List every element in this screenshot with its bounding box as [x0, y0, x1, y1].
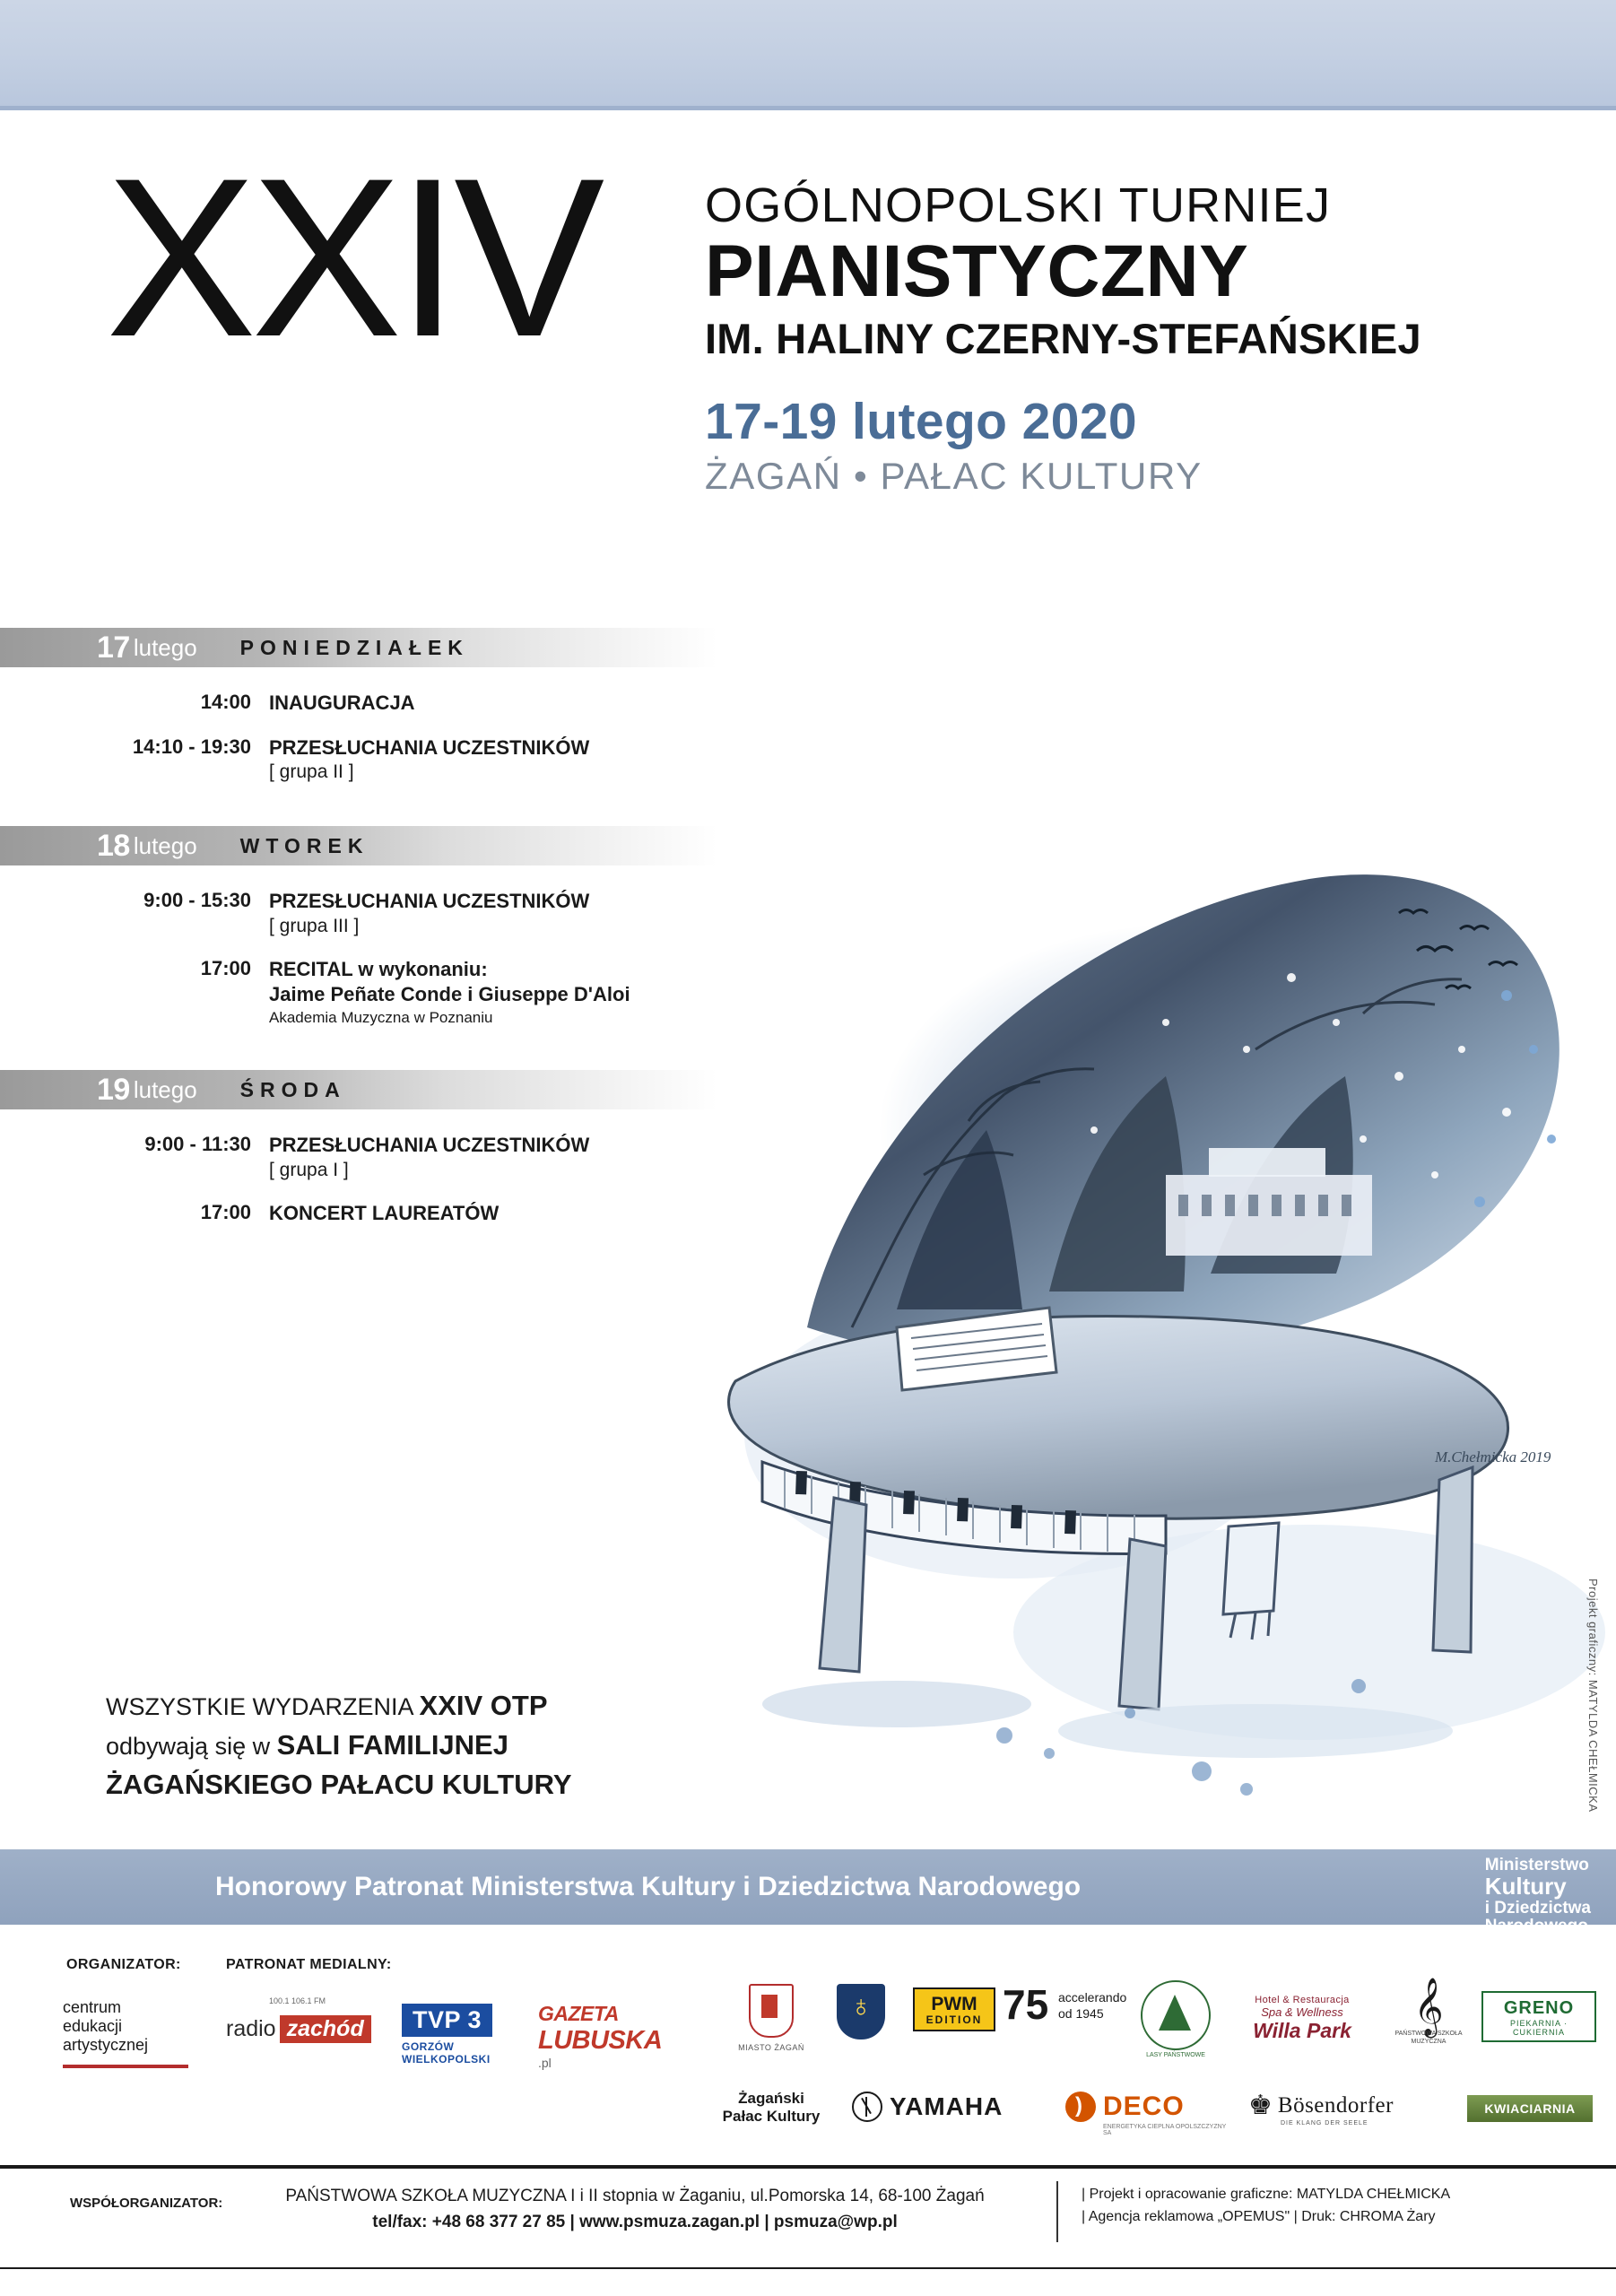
venue-line-1: [106, 1686, 787, 1726]
event-title: PRZESŁUCHANIA UCZESTNIKÓW: [269, 1134, 590, 1156]
footer-inner: [0, 2167, 1616, 2231]
logo-panstwowa-szkola-muzyczna: [1379, 1978, 1478, 2046]
kwiaciarnia-box: KWIACIARNIA: [1467, 2095, 1593, 2122]
footer-divider-top: [0, 2167, 1616, 2169]
venue-line-2: [106, 1726, 787, 1765]
footer-divider-bottom: [0, 2267, 1616, 2269]
event-body: [269, 1133, 717, 1181]
logo-deco: [1065, 2092, 1236, 2136]
day-header-17: [0, 628, 717, 667]
media-patronage-label: PATRONAT MEDIALNY:: [226, 1957, 392, 1972]
day-month: lutego: [133, 831, 197, 859]
day-header-19: [0, 1070, 717, 1109]
logo-kwiaciarnia: [1467, 2095, 1593, 2122]
top-band-divider: [0, 106, 1616, 110]
event-time: 17:00: [200, 956, 251, 979]
bosendorfer-name: Bösendorfer: [1277, 2092, 1394, 2118]
day-events-17: [0, 691, 717, 783]
deco-name: DECO: [1103, 2092, 1185, 2121]
event-row: [0, 1201, 717, 1226]
logo-radio-zachod: [226, 2009, 392, 2048]
event-performers: Jaime Peñate Conde i Giuseppe D'Aloi: [269, 983, 630, 1005]
zagan-crest-icon: [749, 1984, 794, 2038]
title-line-1: OGÓLNOPOLSKI TURNIEJ: [705, 178, 1332, 232]
event-body: [269, 1201, 717, 1226]
patronage-band: [0, 1849, 1616, 1925]
logo-yamaha: [852, 2092, 1022, 2122]
title-line-3: IM. HALINY CZERNY-STEFAŃSKIEJ: [705, 314, 1421, 362]
event-time: 14:10 - 19:30: [132, 735, 251, 758]
venue-line-2-a: odbywają się w: [106, 1733, 277, 1761]
day-weekday: ŚRODA: [239, 1077, 346, 1101]
footer-center: [240, 2187, 1030, 2232]
accelerando-line-1: accelerando: [1058, 1990, 1127, 2005]
event-title: PRZESŁUCHANIA UCZESTNIKÓW: [269, 890, 590, 912]
event-time: 17:00: [200, 1200, 251, 1223]
footer-credit-print: | Agencja reklamowa „OPEMUS" | Druk: CHROMA Żary: [1082, 2209, 1436, 2224]
event-dates: 17-19 lutego 2020: [705, 393, 1138, 451]
ministry-line-1: Ministerstwo: [1484, 1856, 1589, 1874]
deco-sub: ENERGETYKA CIEPLNA OPOLSZCZYZNY SA: [1103, 2124, 1227, 2136]
event-title: INAUGURACJA: [269, 691, 415, 714]
logo-hotel-willa-park: [1230, 1995, 1374, 2043]
event-body: [269, 691, 717, 716]
greno-box: [1481, 1991, 1596, 2042]
tvp-region: GORZÓW WIELKOPOLSKI: [402, 2040, 491, 2066]
yamaha-name: YAMAHA: [890, 2092, 1003, 2120]
gazeta-line-2: LUBUSKA: [538, 2026, 663, 2055]
deco-mark-icon: [1065, 2092, 1096, 2122]
treble-clef-icon: 𝄞: [1413, 1978, 1444, 2034]
event-row: [0, 957, 717, 1028]
day-number: 19: [97, 1072, 130, 1107]
edition-number: XXIV: [106, 132, 600, 384]
logo-greno: [1481, 1991, 1596, 2042]
pwm-line-2: EDITION: [925, 2013, 983, 2026]
willa-line-1: Hotel & Restauracja: [1255, 1995, 1350, 2005]
radio-frequency: 100.1 106.1 FM: [269, 1996, 326, 2005]
title-line-2: PIANISTYCZNY: [705, 230, 1249, 313]
organizer-label: ORGANIZATOR:: [66, 1957, 181, 1972]
ministry-logo: [1485, 1857, 1591, 1935]
zpk-name: Żagański Pałac Kultury: [722, 2090, 821, 2126]
event-place: ŻAGAŃ • PAŁAC KULTURY: [705, 455, 1203, 498]
willa-line-2: Spa & Wellness: [1261, 2005, 1343, 2019]
event-group: [ grupa III ]: [269, 915, 360, 936]
cea-line-1: centrum: [63, 1998, 122, 2016]
ministry-line-3: i Dziedzictwa: [1484, 1898, 1591, 1918]
gazeta-domain: .pl: [538, 2056, 552, 2070]
cea-line-3: artystycznej: [63, 2036, 149, 2055]
patronage-text: Honorowy Patronat Ministerstwa Kultury i Dziedzictwa Narodowego: [215, 1872, 1082, 1901]
bosendorfer-sub: DIE KLANG DER SEELE: [1281, 2120, 1368, 2126]
sponsors-section: [0, 1925, 1616, 2167]
event-row: [0, 735, 717, 784]
day-weekday: WTOREK: [239, 833, 369, 857]
schedule: [0, 628, 717, 1268]
event-group: [ grupa II ]: [269, 761, 354, 782]
logo-zaganski-palac-kultury: [717, 1984, 825, 2126]
music-school-caption: PAŃSTWOWA SZKOŁA MUZYCZNA: [1394, 2031, 1463, 2045]
footer-contact: tel/fax: +48 68 377 27 85 | www.psmuza.zagan.pl | psmuza@wp.pl: [372, 2213, 898, 2231]
event-time: 9:00 - 11:30: [144, 1133, 251, 1155]
event-row: [0, 889, 717, 937]
logo-lasy-panstwowe: [1126, 1980, 1225, 2058]
pwm-line-1: PWM: [931, 1994, 977, 2014]
coorganizer-label: WSPÓŁORGANIZATOR:: [70, 2196, 223, 2211]
day-events-18: [0, 889, 717, 1027]
ministry-line-2: Kultury: [1484, 1873, 1567, 1900]
venue-line-2-b: SALI FAMILIJNEJ: [276, 1729, 508, 1761]
event-institution: Akademia Muzyczna w Poznaniu: [269, 1009, 493, 1026]
willa-line-3: Willa Park: [1253, 2019, 1351, 2042]
poster-header: [0, 132, 1616, 601]
footer-credit-design: | Projekt i opracowanie graficzne: MATYLDA CHEŁMICKA: [1082, 2187, 1451, 2202]
event-title: PRZESŁUCHANIA UCZESTNIKÓW: [269, 735, 590, 759]
lasy-caption: LASY PAŃSTWOWE: [1146, 2052, 1205, 2058]
venue-line-3: ŻAGAŃSKIEGO PAŁACU KULTURY: [106, 1769, 572, 1801]
event-body: [269, 957, 717, 1028]
venue-note: [106, 1686, 787, 1805]
title-block: [705, 179, 1611, 498]
event-time: 14:00: [200, 691, 251, 713]
artwork-credit: Projekt graficzny: MATYLDA CHEŁMICKA: [1586, 1578, 1600, 1813]
crown-icon: ♚: [1248, 2091, 1273, 2120]
accelerando-line-2: od 1945: [1058, 2006, 1104, 2022]
logo-tvp3: [402, 2004, 536, 2066]
day-number: 17: [97, 630, 130, 665]
radio-highlight: zachód: [280, 2015, 371, 2043]
logo-lubuskie-crest: [825, 1984, 897, 2039]
event-body: [269, 735, 717, 784]
artwork-signature: M.Chełmicka 2019: [1435, 1448, 1551, 1465]
pwm-box: [913, 1987, 995, 2031]
venue-line-1-b: XXIV OTP: [419, 1690, 548, 1721]
logo-gazeta-lubuska: [538, 2002, 708, 2070]
day-events-19: [0, 1133, 717, 1225]
footer-separator: [1056, 2181, 1058, 2242]
footer-right: [1082, 2187, 1584, 2225]
tuning-fork-icon: [852, 2092, 882, 2122]
day-month: lutego: [133, 1075, 197, 1103]
event-title: RECITAL w wykonaniu:: [269, 957, 488, 980]
event-row: [0, 1133, 717, 1181]
event-group: [ grupa I ]: [269, 1159, 349, 1180]
top-decorative-band: [0, 0, 1616, 106]
logo-bosendorfer: [1248, 2090, 1428, 2126]
poster-footer: [0, 2167, 1616, 2296]
greno-sub: PIEKARNIA · CUKIERNIA: [1509, 2019, 1568, 2037]
day-weekday: PONIEDZIAŁEK: [239, 635, 469, 659]
eagle-crest-icon: [837, 1984, 885, 2039]
cea-line-2: edukacji: [63, 2017, 123, 2036]
day-number: 18: [97, 828, 130, 863]
event-body: [269, 889, 717, 937]
tvp-badge: TVP 3: [402, 2004, 492, 2037]
event-time: 9:00 - 15:30: [143, 889, 251, 911]
footer-address: PAŃSTWOWA SZKOŁA MUZYCZNA I i II stopnia w Żaganiu, ul.Pomorska 14, 68-100 Żagań: [285, 2187, 985, 2205]
event-row: [0, 691, 717, 716]
gazeta-line-1: GAZETA: [538, 2002, 619, 2025]
day-month: lutego: [133, 633, 197, 661]
tree-icon: [1141, 1980, 1211, 2050]
logo-centrum-edukacji-artystycznej: [63, 1991, 188, 2068]
radio-name: radio: [226, 2015, 276, 2041]
venue-line-1-a: WSZYSTKIE WYDARZENIA: [106, 1693, 420, 1720]
accelerando-number: 75: [1003, 1981, 1049, 2028]
event-title: KONCERT LAUREATÓW: [269, 1201, 500, 1224]
zagan-caption: MIASTO ŻAGAŃ: [738, 2043, 804, 2052]
day-header-18: [0, 826, 717, 865]
logo-pwm-edition: [913, 1987, 995, 2031]
greno-name: GRENO: [1503, 1998, 1575, 2018]
